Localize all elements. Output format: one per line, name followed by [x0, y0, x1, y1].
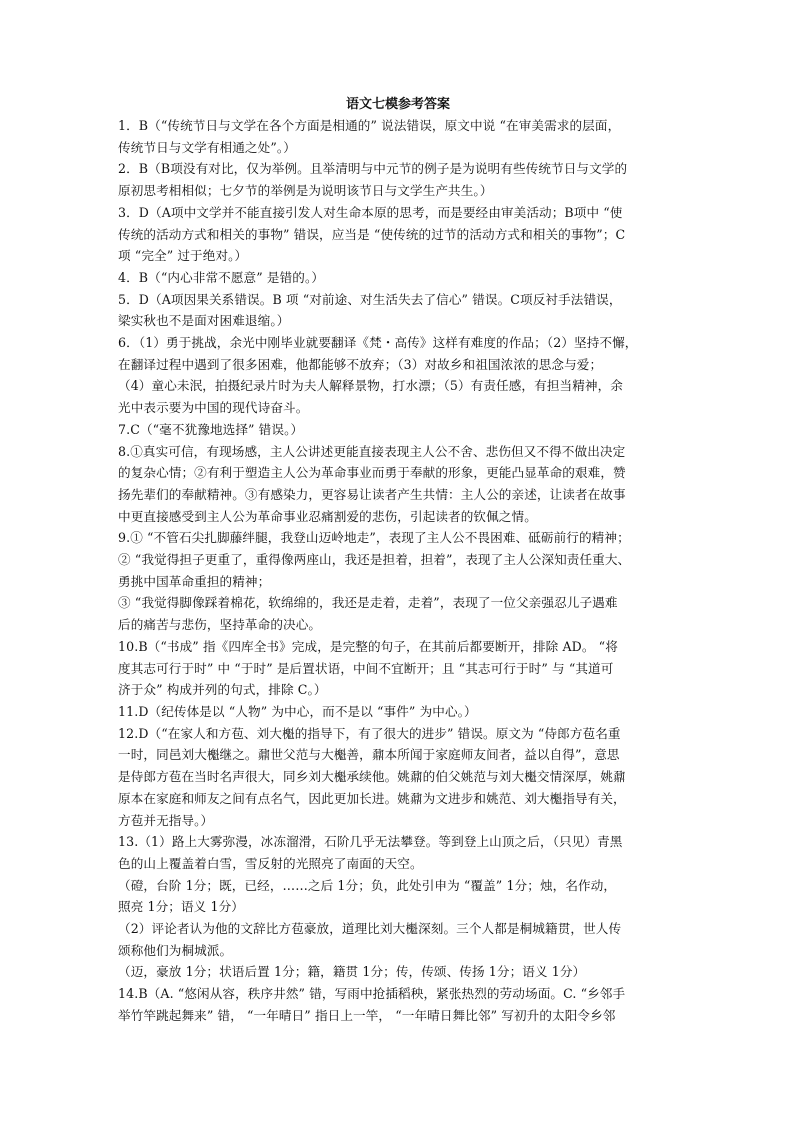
document-title: 语文七模参考答案	[345, 97, 450, 112]
text-line: 8.①真实可信，有现场感，主人公讲述更能直接表现主人公不舍、悲伤但又不得不做出决定	[118, 443, 626, 459]
text-line: 1．B（“传统节日与文学在各个方面是相通的” 说法错误，原文中说 “在审美需求的层面，	[118, 118, 621, 133]
text-line: 项 “完全” 过于绝对。）	[118, 248, 248, 264]
text-line: 色的山上覆盖着白雪，雪反射的光照亮了南面的天空。	[118, 855, 423, 871]
text-line: 颂称他们为桐城派。	[118, 942, 233, 958]
text-line: 6．（1）勇于挑战，余光中刚毕业就要翻译《梵・高传》这样有难度的作品；（2）坚持不懈，	[118, 335, 638, 351]
answer-document	[118, 95, 678, 1027]
text-line: 后的痛苦与悲伤，坚持革命的决心。	[118, 617, 322, 633]
text-line: 一时，同邑刘大櫆继之。鼐世父范与大櫆善，鼐本所闻于家庭师友间者，益以自得”，意思	[118, 747, 620, 763]
text-line: 10.B（“书成” 指《四库全书》完成，是完整的句子，在其前后都要断开，排除 AD。 “将	[118, 638, 618, 654]
text-line: 12.D（“在家人和方苞、刘大櫆的指导下，有了很大的进步” 错误。原文为 “侍郎方苞名重	[118, 725, 621, 741]
text-line: ② “我觉得担子更重了，重得像两座山，我还是担着，担着”，表现了主人公深知责任重大、	[118, 552, 631, 568]
text-line: 原初思考相相似；七夕节的举例是为说明该节日与文学生产共生。）	[118, 183, 493, 199]
text-line: 11.D（纪传体是以 “人物” 为中心，而不是以 “事件” 为中心。）	[118, 703, 477, 719]
text-line: （磴，台阶 1分；既，已经，……之后 1分；负，此处引申为 “覆盖” 1分；烛，名作动，	[118, 877, 617, 893]
text-line: 中更直接感受到主人公为革命事业忍痛割爱的悲伤，引起读者的钦佩之情。	[118, 508, 537, 524]
text-line: 7.C（“毫不犹豫地选择” 错误。）	[118, 421, 304, 437]
text-line: （迈，豪放 1分；状语后置 1分；籍，籍贯 1分；传，传颂、传扬 1分；语义 1分）	[118, 964, 586, 980]
text-line: 照亮 1分；语义 1分）	[118, 899, 244, 915]
text-line: 2．B（B项没有对比，仅为举例。且举清明与中元节的例子是为说明有些传统节日与文学的	[118, 161, 628, 177]
text-line: ③ “我觉得脚像踩着棉花，软绵绵的，我还是走着，走着”，表现了一位父亲强忍儿子遇难	[118, 595, 618, 611]
text-line: 9.① “不管石尖扎脚藤绊腿，我登山迈岭地走”，表现了主人公不畏困难、砥砺前行的精神；	[118, 530, 630, 546]
text-line: 济于众” 构成并列的句式，排除 C。）	[118, 682, 327, 698]
answer-list	[118, 115, 678, 1027]
text-line: 勇挑中国革命重担的精神；	[118, 573, 271, 589]
text-line: 方苞并无指导。）	[118, 812, 214, 828]
text-line: 原本在家庭和师友之间有点名气，因此更加长进。姚鼐为文进步和姚范、刘大櫆指导有关，	[118, 790, 626, 806]
text-line: 度其志可行于时” 中 “于时” 是后置状语，中间不宜断开；且 “其志可行于时” 与 “其道可	[118, 660, 614, 676]
text-line: （2）评论者认为他的文辞比方苞豪放，道理比刘大櫆深刻。三个人都是桐城籍贯，世人传	[118, 921, 622, 937]
text-line: （4）童心未泯，拍摄纪录片时为夫人解释景物，打水漂；（5）有责任感，有担当精神，余	[118, 378, 623, 394]
text-line: 传统节日与文学有相通之处”。）	[118, 139, 296, 155]
text-line: 在翻译过程中遇到了很多困难，他都能够不放弃；（3）对故乡和祖国浓浓的思念与爱；	[118, 356, 603, 372]
text-line: 扬先辈们的奉献精神。③有感染力，更容易让读者产生共情：主人公的亲述，让读者在故事	[118, 486, 626, 502]
text-line: 的复杂心情；②有利于塑造主人公为革命事业而勇于奉献的形象，更能凸显革命的艰难，赞	[118, 465, 626, 481]
text-line: 4．B（“内心非常不愿意” 是错的。）	[118, 269, 325, 285]
text-line: 举竹竿跳起舞来” 错， “一年晴日” 指日上一竿， “一年晴日舞比邻” 写初升的太阳令乡邻	[118, 1007, 616, 1023]
text-line: 3．D（A项中文学并不能直接引发人对生命本原的思考，而是要经由审美活动；B项中 “使	[118, 204, 623, 220]
text-line: 13.（1）路上大雾弥漫，冰冻溜滑，石阶几乎无法攀登。等到登上山顶之后，（只见）青黑	[118, 834, 623, 850]
text-line: 是侍郎方苞在当时名声很大，同乡刘大櫆承续他。姚鼐的伯父姚范与刘大櫆交情深厚，姚鼐	[118, 769, 626, 785]
text-line: 5．D（A项因果关系错误。B 项 “对前途、对生活失去了信心” 错误。C项反衬手法错误，	[118, 291, 622, 307]
text-line: 传统的活动方式和相关的事物” 错误，应当是 “使传统的过节的活动方式和相关的事物”；C	[118, 226, 626, 242]
text-line: 光中表示要为中国的现代诗奋斗。	[118, 400, 309, 416]
text-line: 梁实秋也不是面对困难退缩。）	[118, 313, 290, 329]
text-line: 14.B（A. “悠闲从容，秩序井然” 错，写雨中抢插稻秧，紧张热烈的劳动场面。C. “乡邻手	[118, 986, 626, 1002]
